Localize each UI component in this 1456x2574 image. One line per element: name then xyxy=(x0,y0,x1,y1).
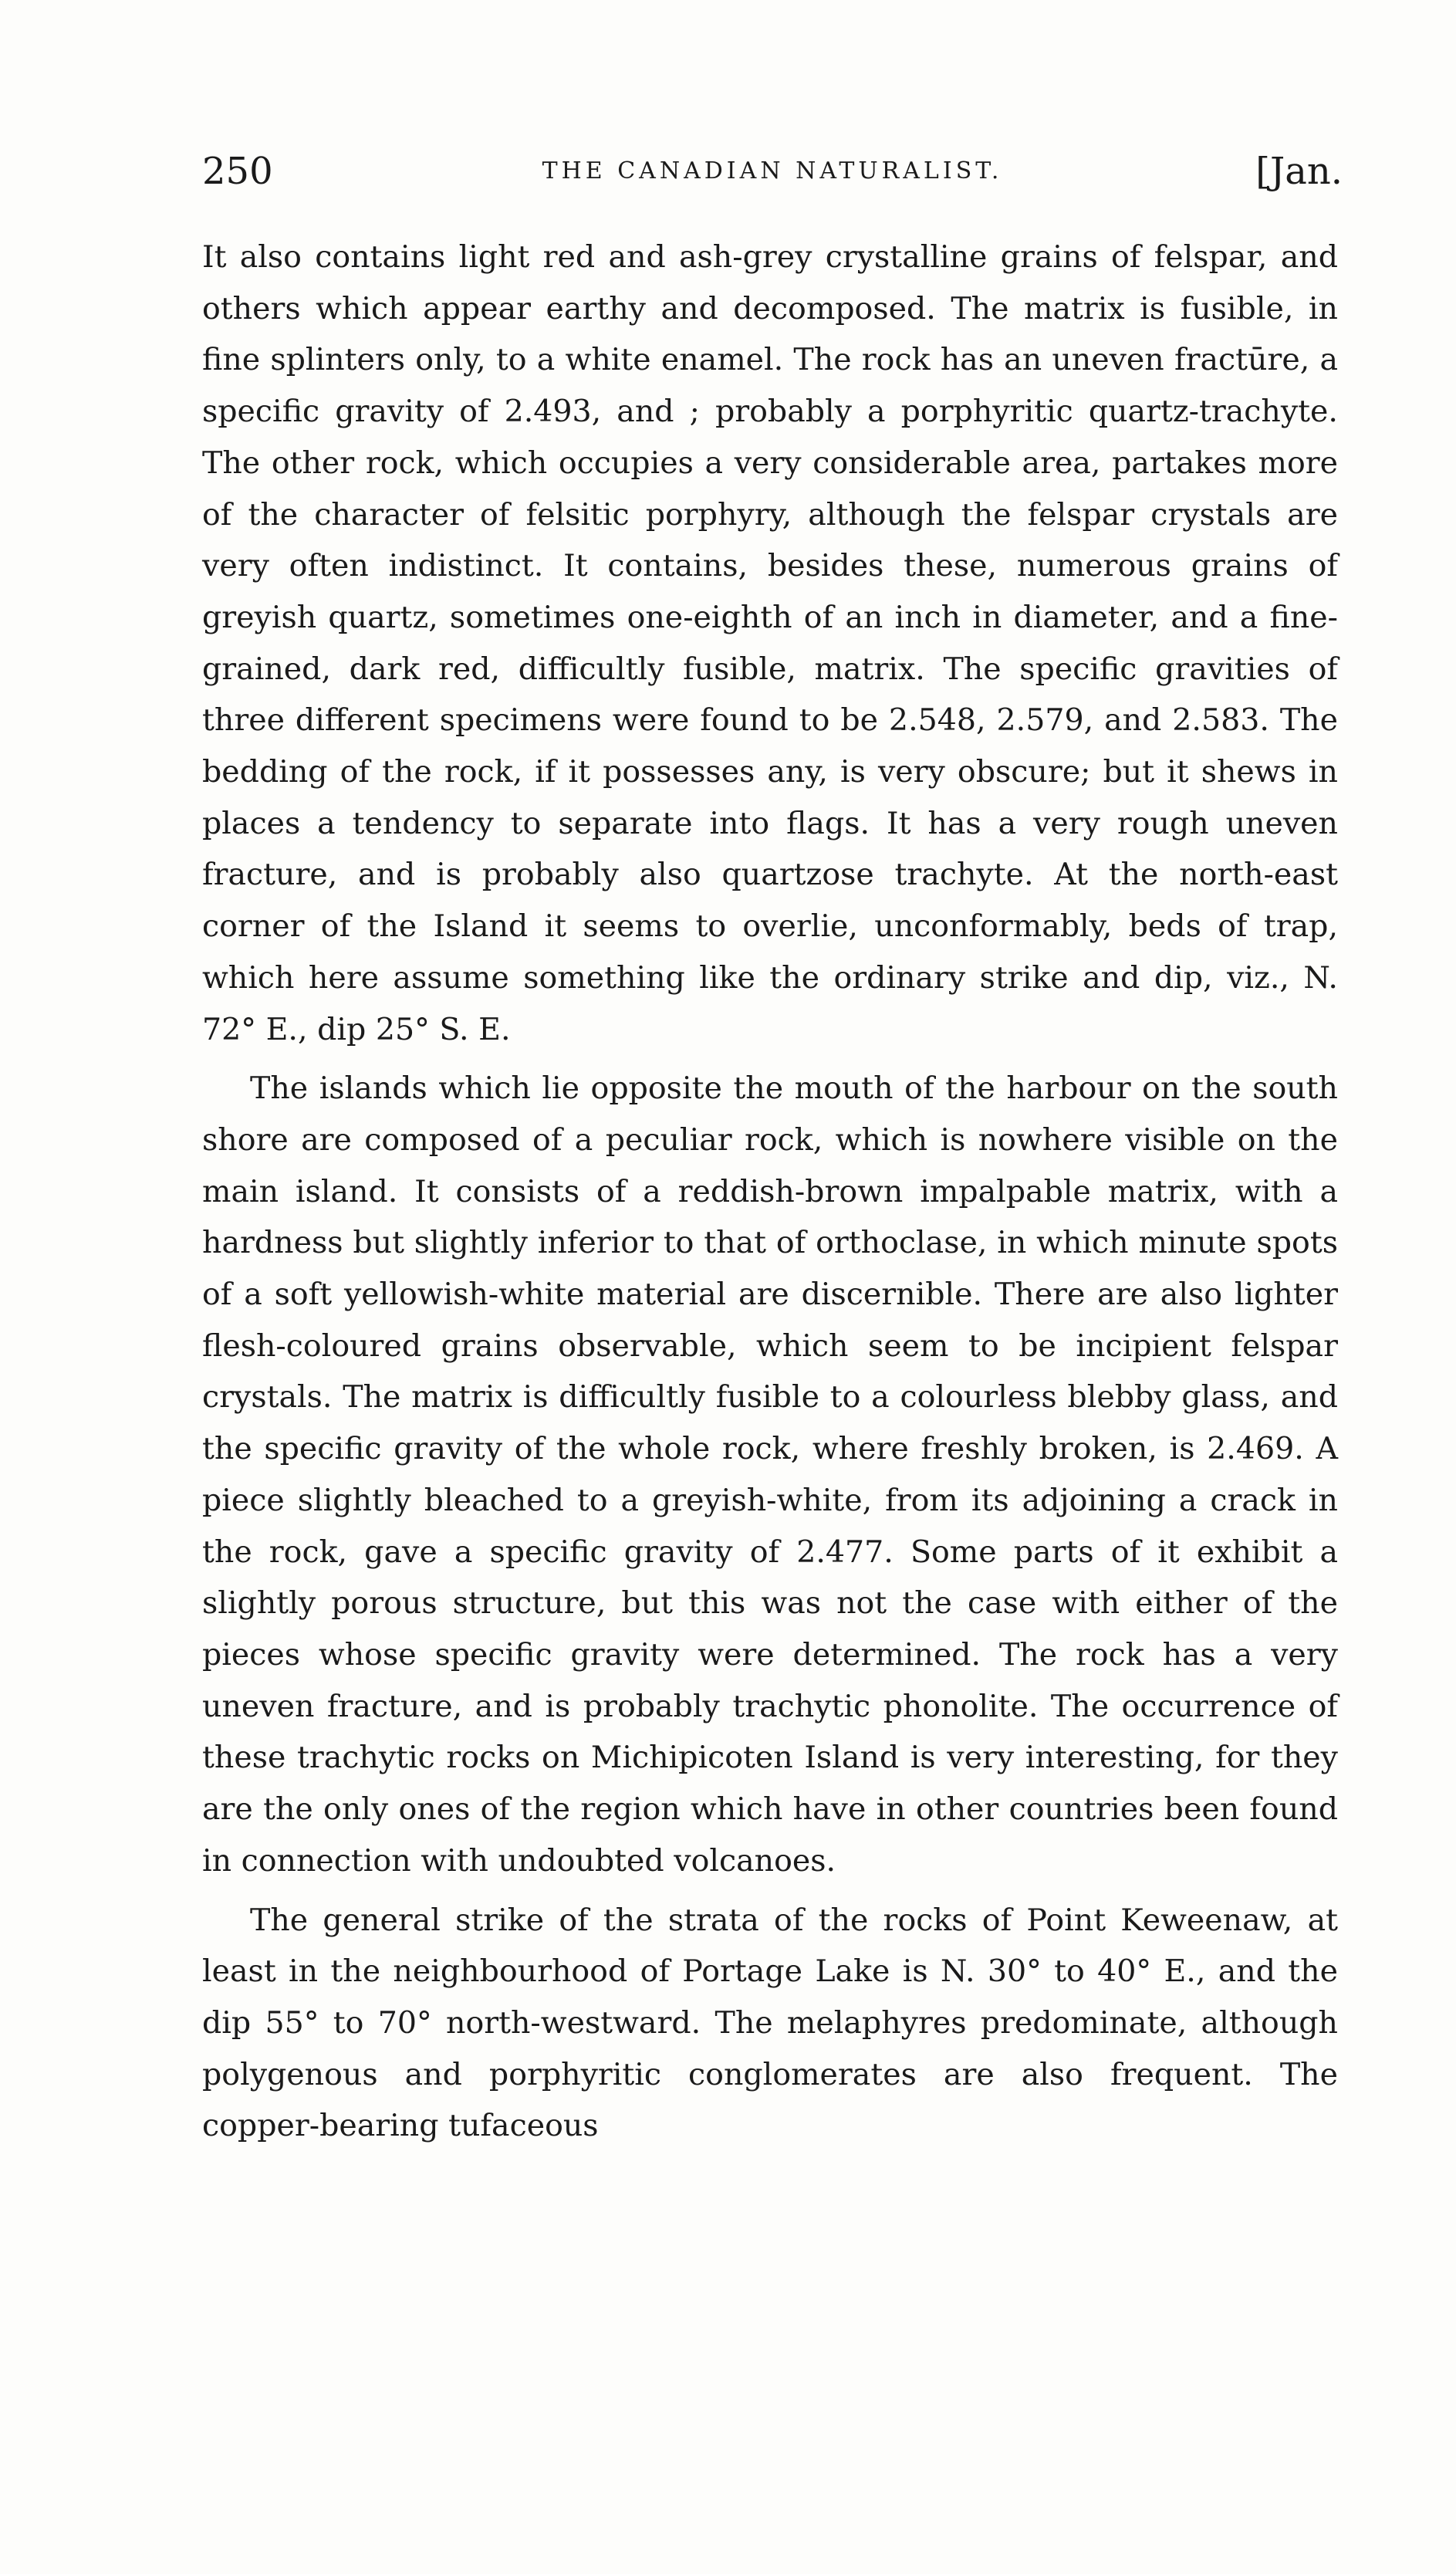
page-header xyxy=(202,148,1343,210)
paragraph-1: It also contains light red and ash-grey crystalline grains of felspar, and others which appear earthy and decomposed. The matrix is fusible, in fine splinters only, to a white enamel. The rock has an uneven fractūre, a specific gravity of 2.493, and ; probably a porphyritic quartz-trachyte. The other rock, which occupies a very considerable area, partakes more of the character of felsitic porphyry, although the felspar crystals are very often indistinct. It contains, besides these, numerous grains of greyish quartz, sometimes one-eighth of an inch in diameter, and a fine-grained, dark red, difficultly fusible, matrix. The specific gravities of three different specimens were found to be 2.548, 2.579, and 2.583. The bedding of the rock, if it possesses any, is very obscure; but it shews in places a tendency to separate into flags. It has a very rough uneven fracture, and is probably also quartzose trachyte. At the north-east corner of the Island it seems to overlie, unconformably, beds of trap, which here assume something like the ordinary strike and dip, viz., N. 72° E., dip 25° S. E. xyxy=(202,239,1338,1047)
paragraph-3: The general strike of the strata of the rocks of Point Keweenaw, at least in the neighbourhood of Portage Lake is N. 30° to 40° E., and the dip 55° to 70° north-westward. The melaphyres predominate, although polygenous and porphyritic conglomerates are also frequent. The copper-bearing tufaceous xyxy=(202,1902,1338,2144)
page-number: 250 xyxy=(202,150,273,193)
section-mark: [Jan. xyxy=(1255,150,1343,193)
running-title: THE CANADIAN NATURALIST. xyxy=(542,157,1003,184)
paragraph-2: The islands which lie opposite the mouth of the harbour on the south shore are composed of a peculiar rock, which is nowhere visible on the main island. It consists of a reddish-brown impalpable matrix, with a hardness but slightly inferior to that of orthoclase, in which minute spots of a soft yellowish-white material are discernible. There are also lighter flesh-coloured grains observable, which seem to be incipient felspar crystals. The matrix is difficultly fusible to a colourless blebby glass, and the specific gravity of the whole rock, where freshly broken, is 2.469. A piece slightly bleached to a greyish-white, from its adjoining a crack in the rock, gave a specific gravity of 2.477. Some parts of it exhibit a slightly porous structure, but this was not the case with either of the pieces whose specific gravity were determined. The rock has a very uneven fracture, and is probably trachytic phonolite. The occurrence of these trachytic rocks on Michipicoten Island is very interesting, for they are the only ones of the region which have in other countries been found in connection with undoubted volcanoes. xyxy=(202,1071,1338,1879)
body-text xyxy=(202,232,1338,2152)
